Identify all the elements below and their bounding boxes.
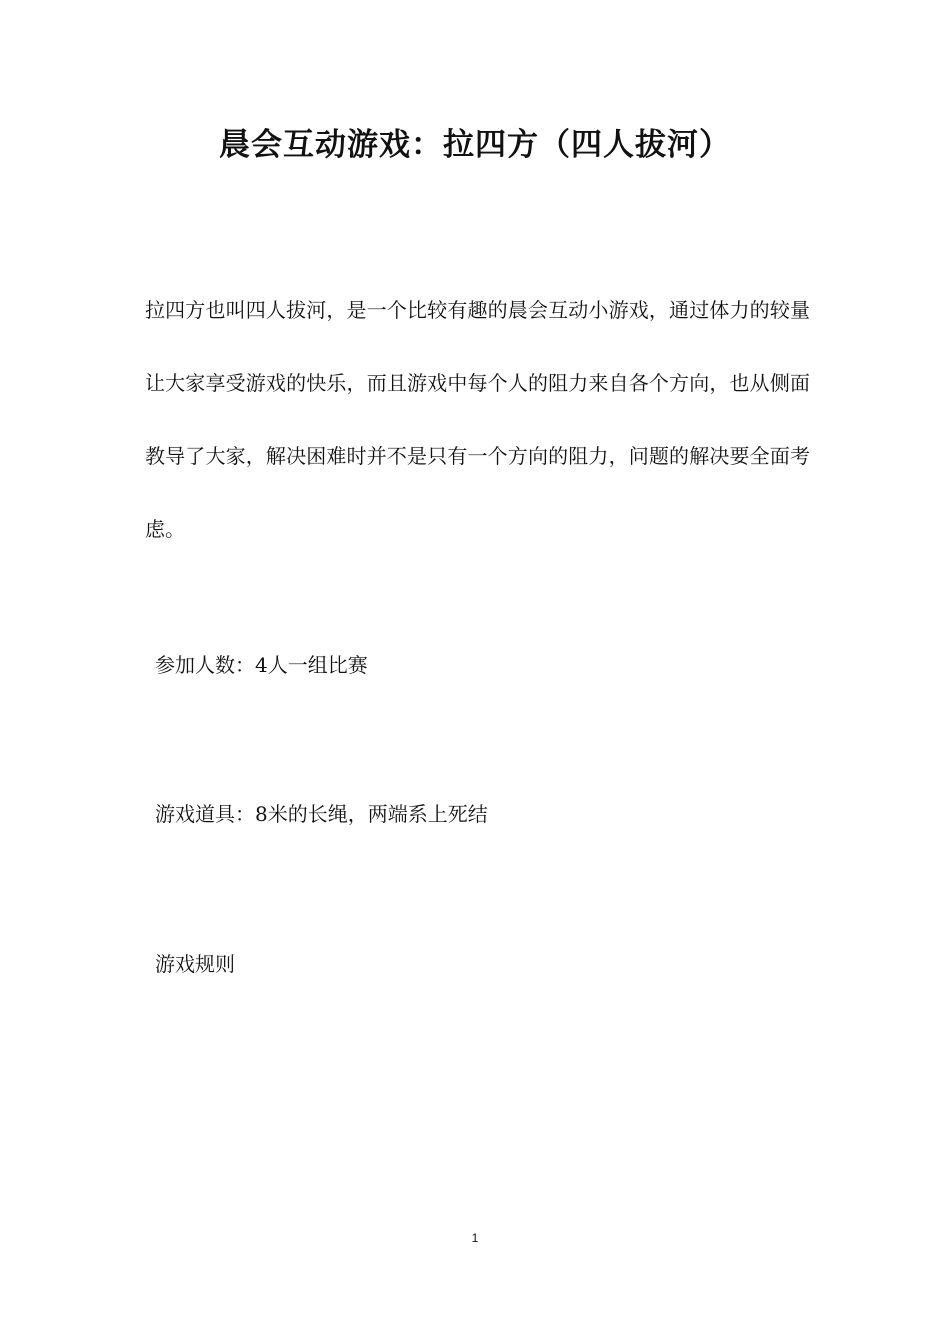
rules-heading: 游戏规则 — [155, 952, 235, 976]
props-line: 游戏道具：8米的长绳，两端系上死结 — [155, 802, 488, 826]
page-number: 1 — [471, 1231, 479, 1245]
participants-line: 参加人数：4人一组比赛 — [155, 653, 368, 677]
page-title: 晨会互动游戏：拉四方（四人拔河） — [219, 127, 731, 163]
intro-paragraph: 拉四方也叫四人拔河，是一个比较有趣的晨会互动小游戏，通过体力的较量让大家享受游戏的快乐，而且游戏中每个人的阻力来自各个方向，也从侧面教导了大家，解决困难时并不是只有一个方向的阻力，问题的解决要全面考虑。 — [145, 298, 810, 541]
